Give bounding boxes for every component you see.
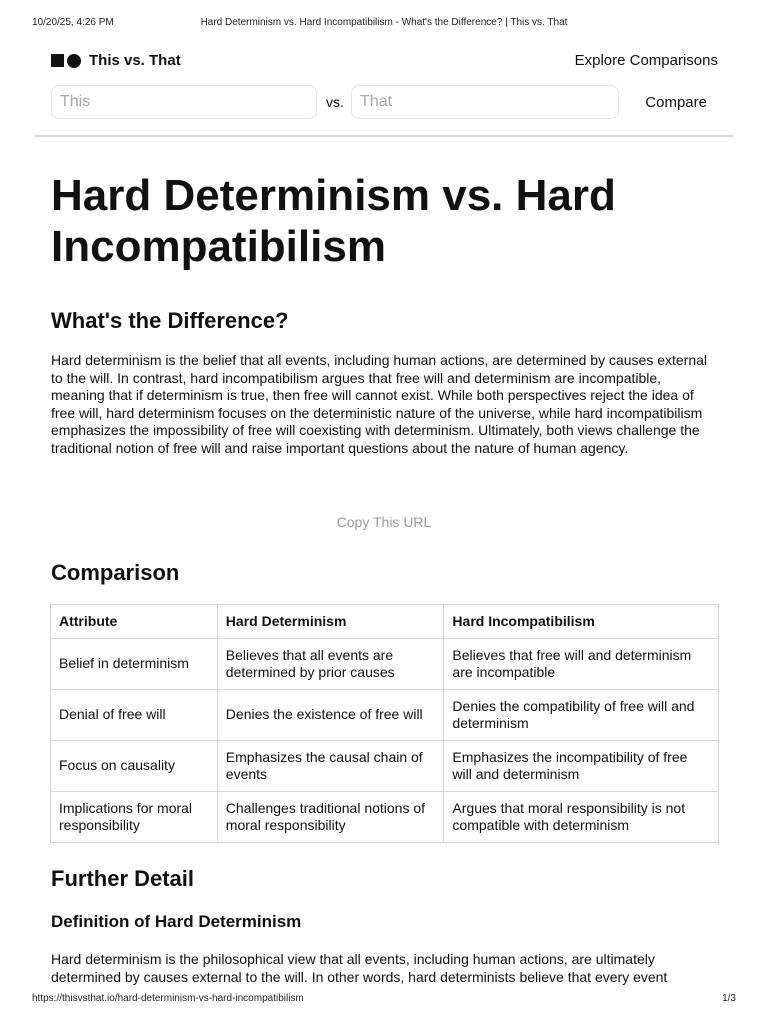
that-input[interactable] [351,85,619,119]
table-cell: Emphasizes the incompatibility of free will and determinism [444,741,719,792]
definition-paragraph: Hard determinism is the philosophical view that all events, including human actions, are ultimately determined by causes external to the will. In other words, hard determinists believe that every event [51,951,668,985]
further-detail-heading: Further Detail [51,866,195,891]
page-title: Hard Determinism vs. Hard Incompatibilism [51,171,616,271]
table-header-cell: Attribute [51,605,218,639]
print-header [32,17,736,31]
comparison-search [51,85,718,121]
table-cell: Focus on causality [51,741,218,792]
difference-heading: What's the Difference? [51,308,289,333]
site-logo[interactable] [51,52,181,69]
table-cell: Denies the compatibility of free will and determinism [444,690,719,741]
table-cell: Denial of free will [51,690,218,741]
table-cell: Implications for moral responsibility [51,792,218,843]
this-input[interactable] [51,85,317,119]
comparison-table [50,604,719,843]
definition-heading: Definition of Hard Determinism [51,912,302,931]
print-document-title: Hard Determinism vs. Hard Incompatibilism - What's the Difference? | This vs. That [200,17,568,28]
print-url: https://thisvsthat.io/hard-determinism-vs-hard-incompatibilism [32,993,304,1004]
print-page-number: 1/3 [722,993,736,1004]
table-cell: Argues that moral responsibility is not compatible with determinism [444,792,719,843]
comparison-heading: Comparison [51,560,180,585]
table-header-cell: Hard Determinism [217,605,444,639]
copy-url-button[interactable]: Copy This URL [336,514,432,530]
table-row [51,741,719,792]
table-header-cell: Hard Incompatibilism [444,605,719,639]
square-icon [51,54,64,67]
circle-icon [67,54,81,68]
summary-paragraph: Hard determinism is the belief that all events, including human actions, are determined by causes external to the will. In contrast, hard incompatibilism argues that free will and determinism are incompatible, meaning that if determinism is true, then free will cannot exist. While both perspectives reject the idea of free will, hard determinism focuses on the deterministic nature of the universe, while hard incompatibilism emphasizes the impossibility of free will coexisting with determinism. Ultimately, both views challenge the traditional notion of free will and raise important questions about the nature of human agency. [51,352,708,456]
table-row [51,639,719,690]
table-cell: Emphasizes the causal chain of events [217,741,444,792]
header-divider [35,135,733,137]
table-cell: Belief in determinism [51,639,218,690]
explore-comparisons-link[interactable]: Explore Comparisons [574,52,718,69]
table-cell: Denies the existence of free will [217,690,444,741]
print-date: 10/20/25, 4:26 PM [32,17,114,28]
table-row [51,690,719,741]
table-cell: Believes that free will and determinism are incompatible [444,639,719,690]
table-cell: Believes that all events are determined by prior causes [217,639,444,690]
vs-label: vs. [326,94,344,110]
table-row [51,792,719,843]
table-cell: Challenges traditional notions of moral responsibility [217,792,444,843]
print-footer [32,993,736,1007]
table-header-row [51,605,719,639]
compare-button[interactable]: Compare [645,94,707,111]
site-name: This vs. That [89,52,181,69]
